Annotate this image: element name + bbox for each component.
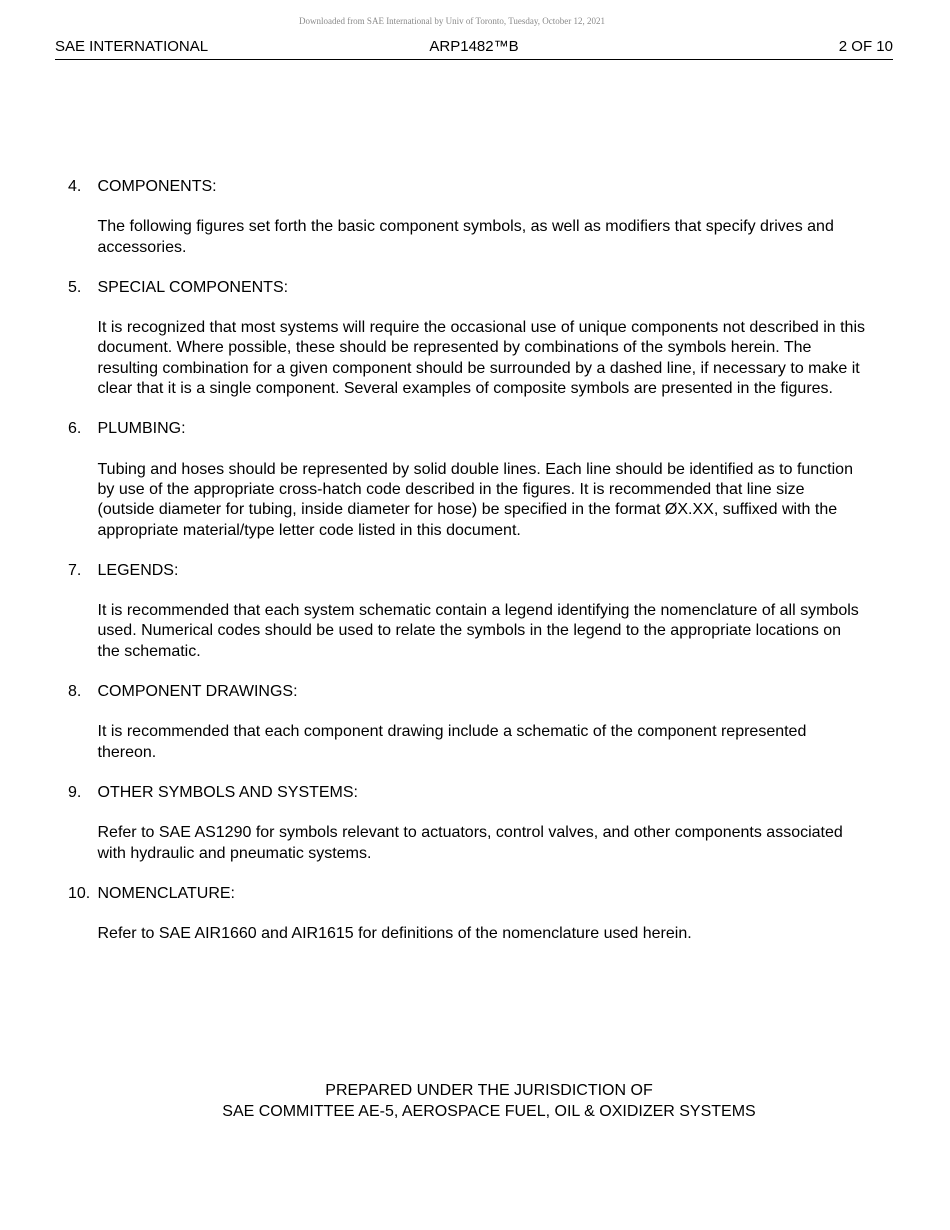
document-number: ARP1482™B xyxy=(429,38,519,55)
section-paragraph: It is recommended that each component drawing include a schematic of the component represented thereon. xyxy=(97,723,807,761)
section-paragraph: The following figures set forth the basic component symbols, as well as modifiers that specify drives and accessories. xyxy=(97,218,834,256)
section-number: 8. xyxy=(68,683,82,701)
download-watermark: Downloaded from SAE International by Univ of Toronto, Tuesday, October 12, 2021 xyxy=(298,16,606,26)
section-title: COMPONENT DRAWINGS: xyxy=(97,683,298,701)
section-title: LEGENDS: xyxy=(97,561,179,579)
section-paragraph: It is recommended that each system schematic contain a legend identifying the nomenclature of all symbols used. Numerical codes should be used to relate the symbols in the legend to the appropriate locations on the schematic. xyxy=(97,602,859,660)
page-footer xyxy=(28,1080,950,1122)
footer-committee: SAE COMMITTEE AE-5, AEROSPACE FUEL, OIL & OXIDIZER SYSTEMS xyxy=(222,1103,756,1120)
section-heading xyxy=(68,177,868,197)
section-heading xyxy=(68,682,868,702)
section-title: SPECIAL COMPONENTS: xyxy=(97,278,289,296)
section-number: 6. xyxy=(68,420,82,438)
section-nomenclature xyxy=(68,884,868,945)
section-component-drawings xyxy=(68,682,868,763)
page-header xyxy=(55,38,893,60)
section-number: 4. xyxy=(68,178,82,195)
footer-jurisdiction: PREPARED UNDER THE JURISDICTION OF xyxy=(325,1082,653,1099)
document-body xyxy=(68,177,868,964)
section-title: PLUMBING: xyxy=(97,420,186,438)
section-paragraph: Tubing and hoses should be represented by solid double lines. Each line should be identified as to function by use of the appropriate cross-hatch code described in the figures. It is recommended that line size (outside diameter for tubing, inside diameter for hose) be specified in the format ØX.XX, suffixed with the appropriate material/type letter code listed in this document. xyxy=(97,460,853,539)
section-title: NOMENCLATURE: xyxy=(97,884,235,902)
section-title: OTHER SYMBOLS AND SYSTEMS: xyxy=(97,783,358,801)
publisher-name: SAE INTERNATIONAL xyxy=(55,38,209,55)
section-heading xyxy=(68,561,868,581)
section-paragraph: Refer to SAE AS1290 for symbols relevant to actuators, control valves, and other components associated with hydraulic and pneumatic systems. xyxy=(97,824,843,862)
section-number: 9. xyxy=(68,783,82,801)
page-number: 2 OF 10 xyxy=(838,38,893,55)
section-special-components xyxy=(68,278,868,399)
section-paragraph: Refer to SAE AIR1660 and AIR1615 for definitions of the nomenclature used herein. xyxy=(97,925,692,943)
section-paragraph: It is recognized that most systems will require the occasional use of unique components not described in this document. Where possible, these should be represented by combinations of the symbols herein. The resulting combination for a given component should be surrounded by a dashed line, if necessary to make it clear that it is a single component. Several examples of composite symbols are presented in the figures. xyxy=(97,319,866,398)
section-components xyxy=(68,177,868,258)
section-heading xyxy=(68,419,868,439)
section-number: 10. xyxy=(68,884,91,902)
section-legends xyxy=(68,561,868,662)
section-heading xyxy=(68,884,868,904)
section-plumbing xyxy=(68,419,868,540)
section-title: COMPONENTS: xyxy=(97,178,217,195)
section-number: 7. xyxy=(68,561,82,579)
section-heading xyxy=(68,278,868,298)
section-heading xyxy=(68,783,868,803)
section-other-symbols xyxy=(68,783,868,864)
section-number: 5. xyxy=(68,278,82,296)
